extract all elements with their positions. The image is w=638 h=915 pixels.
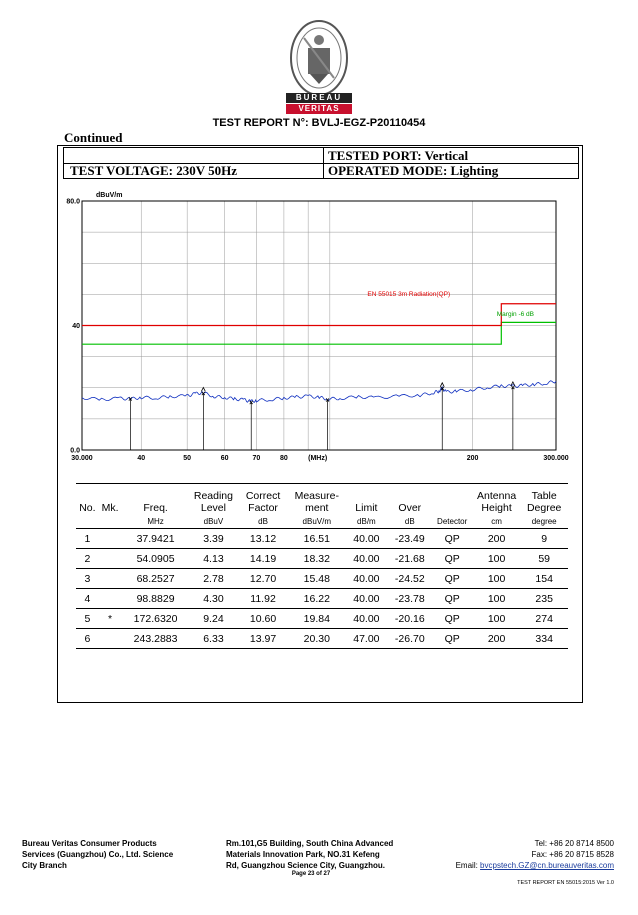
- cell-table: 274: [520, 609, 568, 629]
- limit-label: EN 55015 3m Radiation(QP): [367, 290, 451, 298]
- cell-measure: 15.48: [289, 569, 345, 589]
- cell-over: -20.16: [388, 609, 431, 629]
- cell-correct: 14.19: [237, 549, 289, 569]
- cell-detector: QP: [432, 529, 473, 549]
- results-table: [76, 483, 568, 649]
- cell-limit: 40.00: [345, 529, 388, 549]
- footer-contact: Tel: +86 20 8714 8500 Fax: +86 20 8715 8528 Email: bvcpstech.GZ@cn.bureauveritas.com: [455, 839, 614, 870]
- cell-mk: [99, 629, 122, 649]
- col-table: Table Degree: [520, 484, 568, 515]
- cell-no: 2: [76, 549, 99, 569]
- table-row: [76, 549, 568, 569]
- cell-limit: 40.00: [345, 609, 388, 629]
- cell-over: -23.78: [388, 589, 431, 609]
- col-limit: Limit: [345, 484, 388, 515]
- cell-table: 9: [520, 529, 568, 549]
- marker-6: ×: [510, 384, 515, 392]
- cell-detector: QP: [432, 589, 473, 609]
- cell-detector: QP: [432, 609, 473, 629]
- table-row: [76, 609, 568, 629]
- col-freq: Freq.: [121, 484, 189, 515]
- cell-no: 5: [76, 609, 99, 629]
- bureau-veritas-logo: [286, 18, 352, 118]
- cell-measure: 20.30: [289, 629, 345, 649]
- x-tick: 80: [280, 455, 288, 462]
- cell-correct: 13.97: [237, 629, 289, 649]
- cell-correct: 13.12: [237, 529, 289, 549]
- cell-mk: *: [99, 609, 122, 629]
- cell-over: -26.70: [388, 629, 431, 649]
- tested-port: TESTED PORT: Vertical: [328, 148, 469, 163]
- cell-correct: 10.60: [237, 609, 289, 629]
- cell-freq: 98.8829: [121, 589, 189, 609]
- cell-measure: 16.51: [289, 529, 345, 549]
- x-unit-label: (MHz): [308, 455, 328, 462]
- cell-table: 334: [520, 629, 568, 649]
- cell-correct: 12.70: [237, 569, 289, 589]
- report-title: TEST REPORT N°: BVLJ-EGZ-P20110454: [212, 117, 426, 129]
- operated-mode: OPERATED MODE: Lighting: [328, 163, 499, 178]
- table-units-row: MHz dBuV dB dBuV/m dB/m dB Detector cm degree: [76, 514, 568, 529]
- test-header-box: [63, 147, 579, 179]
- cell-mk: [99, 549, 122, 569]
- cell-freq: 54.0905: [121, 549, 189, 569]
- continued-label: Continued: [64, 130, 123, 145]
- y-tick: 80.0: [66, 198, 80, 206]
- table-row: [76, 529, 568, 549]
- col-reading: Reading Level: [190, 484, 238, 515]
- y-tick: 0.0: [70, 447, 80, 455]
- table-row: [76, 589, 568, 609]
- x-tick: 50: [183, 455, 192, 462]
- marker-2: ×: [201, 390, 206, 398]
- cell-limit: 40.00: [345, 549, 388, 569]
- logo-brand-line1: BUREAU: [286, 93, 352, 103]
- x-tick: 200: [466, 455, 479, 462]
- cell-detector: QP: [432, 629, 473, 649]
- cell-antenna: 200: [473, 529, 521, 549]
- col-mk: Mk.: [99, 484, 122, 515]
- cell-table: 154: [520, 569, 568, 589]
- cell-limit: 40.00: [345, 569, 388, 589]
- cell-table: 59: [520, 549, 568, 569]
- cell-reading: 3.39: [190, 529, 238, 549]
- col-measure: Measure- ment: [289, 484, 345, 515]
- marker-3: ×: [249, 399, 254, 407]
- cell-over: -21.68: [388, 549, 431, 569]
- cell-antenna: 100: [473, 549, 521, 569]
- cell-over: -23.49: [388, 529, 431, 549]
- cell-antenna: 100: [473, 569, 521, 589]
- cell-measure: 16.22: [289, 589, 345, 609]
- cell-limit: 47.00: [345, 629, 388, 649]
- table-row: [76, 569, 568, 589]
- cell-detector: QP: [432, 569, 473, 589]
- col-over: Over: [388, 484, 431, 515]
- cell-mk: [99, 569, 122, 589]
- x-tick: 70: [252, 455, 261, 462]
- footer-address: Rm.101,G5 Building, South China Advanced Materials Innovation Park, NO.31 Kefeng Rd, Guangzhou Science City, Guangzhou.: [226, 839, 394, 870]
- measurement-trace: [82, 381, 556, 403]
- cell-reading: 4.13: [190, 549, 238, 569]
- cell-detector: QP: [432, 549, 473, 569]
- cell-no: 6: [76, 629, 99, 649]
- cell-measure: 19.84: [289, 609, 345, 629]
- cell-antenna: 100: [473, 609, 521, 629]
- table-row: [76, 629, 568, 649]
- col-detector: [432, 484, 473, 515]
- cell-no: 1: [76, 529, 99, 549]
- cell-freq: 172.6320: [121, 609, 189, 629]
- cell-over: -24.52: [388, 569, 431, 589]
- margin-label: Margin -6 dB: [496, 311, 534, 319]
- col-antenna: Antenna Height: [473, 484, 521, 515]
- cell-reading: 9.24: [190, 609, 238, 629]
- test-voltage: TEST VOLTAGE: 230V 50Hz: [70, 163, 237, 178]
- cell-reading: 2.78: [190, 569, 238, 589]
- cell-antenna: 100: [473, 589, 521, 609]
- y-tick: 40: [72, 323, 80, 330]
- y-unit-label: dBuV/m: [96, 192, 123, 199]
- cell-correct: 11.92: [237, 589, 289, 609]
- x-tick: 40: [137, 455, 146, 462]
- col-no: No.: [76, 484, 99, 515]
- cell-freq: 68.2527: [121, 569, 189, 589]
- cell-mk: [99, 529, 122, 549]
- cell-freq: 37.9421: [121, 529, 189, 549]
- logo-brand-line2: VERITAS: [286, 104, 352, 114]
- cell-no: 4: [76, 589, 99, 609]
- email-link[interactable]: bvcpstech.GZ@cn.bureauveritas.com: [480, 861, 614, 870]
- emission-chart: [63, 188, 573, 468]
- x-tick: 300.000: [543, 455, 569, 462]
- marker-5: ×: [440, 386, 445, 394]
- x-tick: 30.000: [71, 455, 93, 462]
- cell-mk: [99, 589, 122, 609]
- footer-company: Bureau Veritas Consumer Products Services (Guangzhou) Co., Ltd. Science City Branch: [22, 839, 174, 870]
- cell-freq: 243.2883: [121, 629, 189, 649]
- cell-reading: 4.30: [190, 589, 238, 609]
- marker-4: ×: [325, 397, 330, 405]
- cell-table: 235: [520, 589, 568, 609]
- page-number: Page 23 of 27: [291, 871, 331, 877]
- marker-1: ×: [128, 396, 133, 404]
- cell-limit: 40.00: [345, 589, 388, 609]
- footer-version: TEST REPORT EN 55015:2015 Ver 1.0: [517, 880, 614, 886]
- cell-antenna: 200: [473, 629, 521, 649]
- col-correct: Correct Factor: [237, 484, 289, 515]
- x-tick: 60: [220, 455, 229, 462]
- cell-measure: 18.32: [289, 549, 345, 569]
- cell-no: 3: [76, 569, 99, 589]
- cell-reading: 6.33: [190, 629, 238, 649]
- limit-line: [82, 304, 556, 326]
- table-header-row: [76, 484, 568, 515]
